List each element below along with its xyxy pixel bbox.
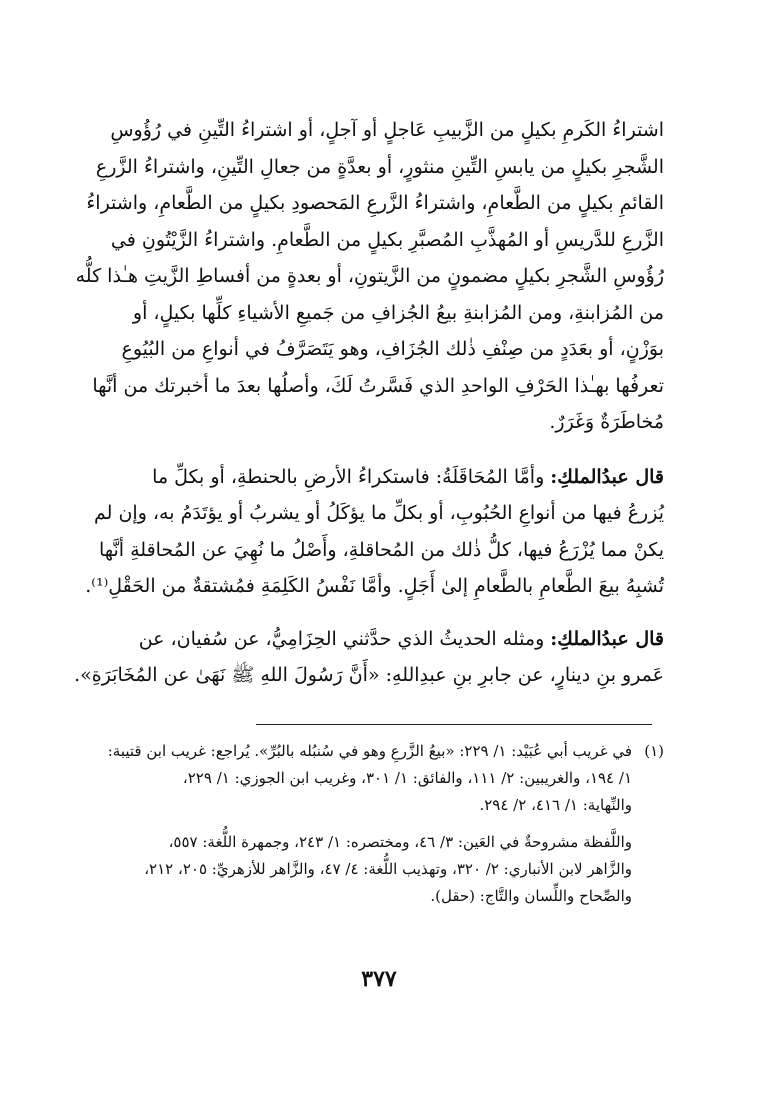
text-line [106,621,664,658]
text-line: القائمِ بكيلٍ من الطَّعامِ، واشتراءُ الزَّرعِ المَحصودِ بكيلٍ من الطَّعامِ، واشتراءُ [86,192,664,214]
text-line: تعرفُها بهـٰذا الحَرْفِ الواحدِ الذي فَسَّرتُ لَكَ، وأصلُها بعدَ ما أخبرتك من أنَّها [92,374,664,397]
page-number: ٣٧٧ [361,966,397,992]
footnotes [106,738,664,910]
text-line: يُزرعُ فيها من أنواعِ الحُبُوبِ، أو بكلِّ ما يؤكَلُ أو يشربُ أو يؤتَدَمُ به، وإن لم [94,502,664,524]
text-line: الشَّجرِ بكيلٍ من يابسِ التِّينِ منثورٍ، أو بعدَّةٍ من جعالِ التِّينِ، واشتراءُ الزَّرعِ [95,155,664,178]
text-line [106,459,664,496]
footnote-line: والزَّاهر لابن الأنباري: ٢/ ٣٢٠، وتهذيب اللُّغة: ٤/ ٤٧، والزَّاهر للأزهريِّ: ٢٠٥، ٢١٢، [144,860,632,878]
text-line: عَمرو بنِ دينارٍ، عن جابرِ بنِ عبدِاللهِ: «أَنَّ رَسُولَ اللهِ ﷺ نَهَىٰ عن المُخَابَرَةِ». [74,664,664,686]
paragraph-1 [75,112,664,441]
text-line: مُخاطَرَةٌ وَغَرَرٌ. [549,411,664,433]
speaker-label: قال عبدُالملكِ: [550,627,664,650]
footnote-line: ١/ ١٩٤، والغريبين: ٢/ ١١١، والفائق: ١/ ٣٠١، وغريب ابن الجوزي: ١/ ٢٢٩، [182,769,632,787]
footnote-number: (١) [644,742,664,760]
speaker-label: قال عبدُالملكِ: [550,465,664,488]
text-line: بوَزْنٍ، أو بعَدَدٍ من صِنْفِ ذٰلك الجُزَافِ، وهو يَتَصَرَّفُ في أنواعِ من البُيُوعِ [121,338,664,360]
paragraph-3 [74,621,664,694]
footnote-text: في غريب أبي عُبَيْد: ١/ ٢٢٩: «بيعُ الزَّرعِ وهو في سُنبُله بالبُرِّ». يُراجع: غريب ابن قتيبة: [107,742,632,760]
text-line: الزَّرعِ للدَّريسِ أو المُهذَّبِ المُصبَّرِ بكيلٍ من الطَّعامِ. واشتراءُ الزَّيْتُونِ في [110,228,664,251]
paragraph-2 [85,459,664,605]
text-line: تُشبِهُ بيعَ الطَّعامِ بالطَّعامِ إلىٰ أَجَلٍ. وأمَّا نَفْسُ الكَلِمَةِ فمُشتقةٌ من الحَقْلِ⁽¹⁾. [85,575,664,597]
footnote-line: واللَّفظة مشروحةٌ في العَين: ٣/ ٤٦، ومختصره: ١/ ٢٤٣، وجمهرة اللُّغة: ٥٥٧، [168,833,632,851]
text-line: رُؤُوسِ الشَّجرِ بكيلٍ مضمونٍ من الزَّيتونِ، أو بعدةٍ من أفساطِ الزَّيتِ هـٰذا كلُّه [75,265,664,287]
main-text [74,112,664,694]
text-line: اشتراءُ الكَرمِ بكيلٍ من الزَّبيبِ عَاجلٍ أو آجلٍ، أو اشتراءُ التِّينِ في رُؤُوسِ [110,119,664,141]
text-line: من المُزابنةِ، ومن المُزابنةِ بيعُ الجُزافِ من جَميعِ الأشياءِ كلِّها بكيلٍ، أو [132,301,664,324]
text-run: وأمَّا المُحَاقَلَةُ: فاستكراءُ الأرضِ بالحنطةِ، أو بكلِّ ما [152,465,551,488]
text-run: ومثله الحديثُ الذي حدَّثني الحِزَامِيُّ، عن سُفيان، عن [138,627,551,650]
footnote-line: والنِّهاية: ١/ ٤١٦، ٢/ ٢٩٤. [479,796,632,814]
text-line: يكنْ مما يُزْرَعُ فيها، كلُّ ذٰلك من المُحاقلةِ، وأَصْلُ ما نُهِيَ عن المُحاقلةِ أنَّها [98,538,664,561]
footnote-separator [256,724,652,725]
footnote-line: والصِّحاح واللِّسان والتَّاج: (حقل). [430,887,632,905]
footnote-line [106,738,664,765]
